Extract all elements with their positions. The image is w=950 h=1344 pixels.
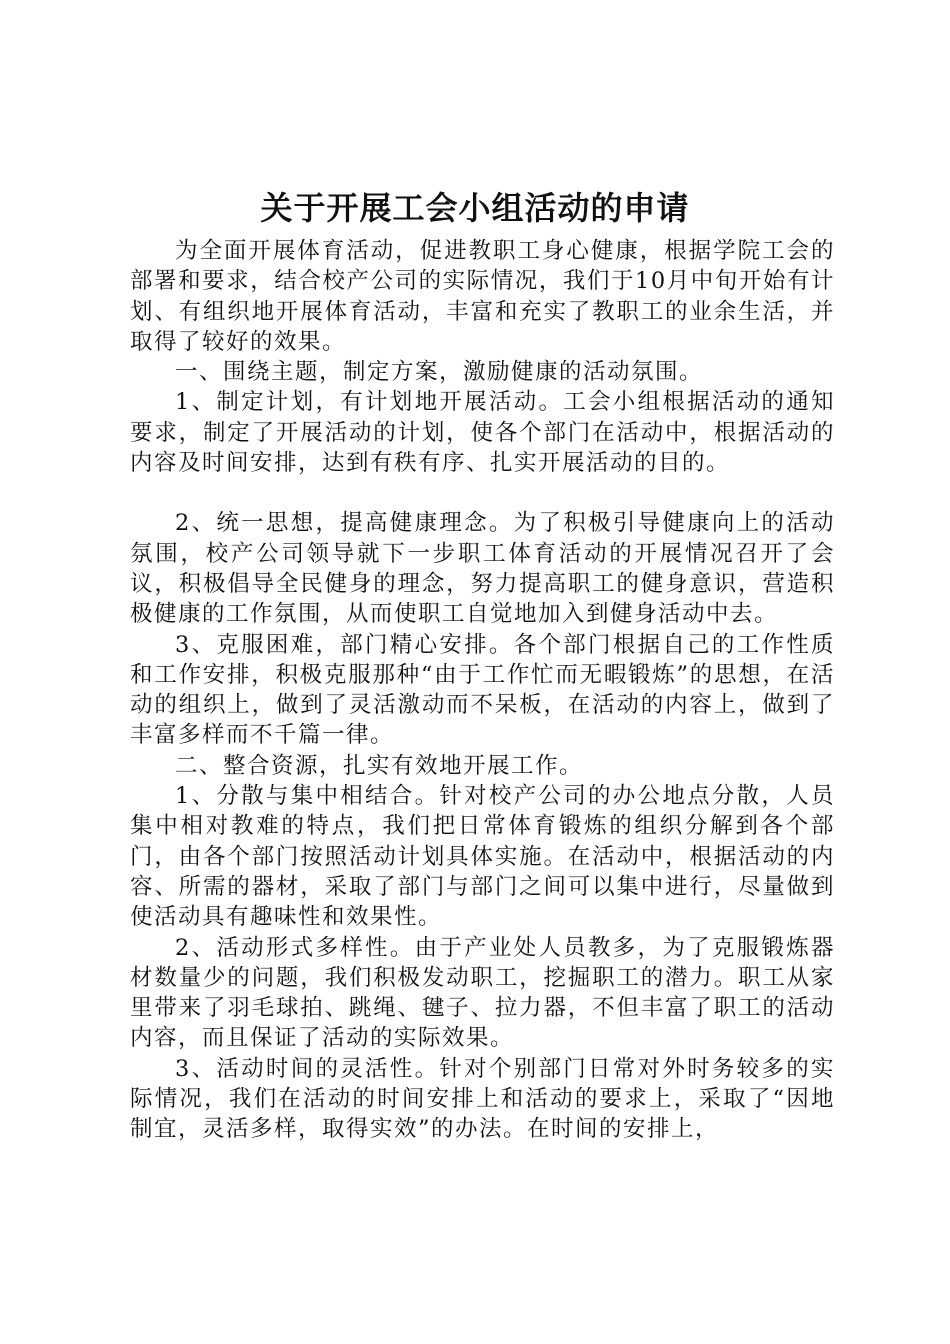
document-title: 关于开展工会小组活动的申请 — [260, 189, 690, 227]
paragraph-2-1: 1、分散与集中相结合。针对校产公司的办公地点分散，人员集中相对教难的特点，我们把日常体育锻炼的组织分解到各个部门，由各个部门按照活动计划具体实施。在活动中，根据活动的内容、所需的器材，采取了部门与部门之间可以集中进行，尽量做到使活动具有趣味性和效果性。 — [130, 783, 835, 931]
intro-paragraph: 为全面开展体育活动，促进教职工身心健康，根据学院工会的部署和要求，结合校产公司的实际情况，我们于10月中旬开始有计划、有组织地开展体育活动，丰富和充实了教职工的业余生活，并取得了较好的效果。 — [130, 238, 835, 355]
paragraph-2-2: 2、活动形式多样性。由于产业处人员教多，为了克服锻炼器材数量少的问题，我们积极发动职工，挖掘职工的潜力。职工从家里带来了羽毛球拍、跳绳、毽子、拉力器，不但丰富了职工的活动内容，而且保证了活动的实际效果。 — [130, 934, 835, 1052]
paragraph-1-3: 3、克服困难，部门精心安排。各个部门根据自己的工作性质和工作安排，积极克服那种“由于工作忙而无暇锻炼”的思想，在活动的组织上，做到了灵活激动而不呆板，在活动的内容上，做到了丰富多样而不千篇一律。 — [130, 631, 835, 749]
section-heading-2: 二、整合资源，扎实有效地开展工作。 — [175, 752, 584, 779]
section-heading-1: 一、围绕主题，制定方案，激励健康的活动氛围。 — [175, 359, 704, 386]
document-body — [130, 236, 835, 1145]
paragraph-1-1: 1、制定计划，有计划地开展活动。工会小组根据活动的通知要求，制定了开展活动的计划，使各个部门在活动中，根据活动的内容及时间安排，达到有秩有序、扎实开展活动的目的。 — [130, 389, 835, 477]
paragraph-1-2: 2、统一思想，提高健康理念。为了积极引导健康向上的活动氛围，校产公司领导就下一步职工体育活动的开展情况召开了会议，积极倡导全民健身的理念，努力提高职工的健身意识，营造积极健康的工作氛围，从而使职工自觉地加入到健身活动中去。 — [130, 510, 835, 628]
paragraph-2-3: 3、活动时间的灵活性。针对个别部门日常对外时务较多的实际情况，我们在活动的时间安排上和活动的要求上，采取了“因地制宜，灵活多样，取得实效”的办法。在时间的安排上， — [130, 1055, 835, 1143]
